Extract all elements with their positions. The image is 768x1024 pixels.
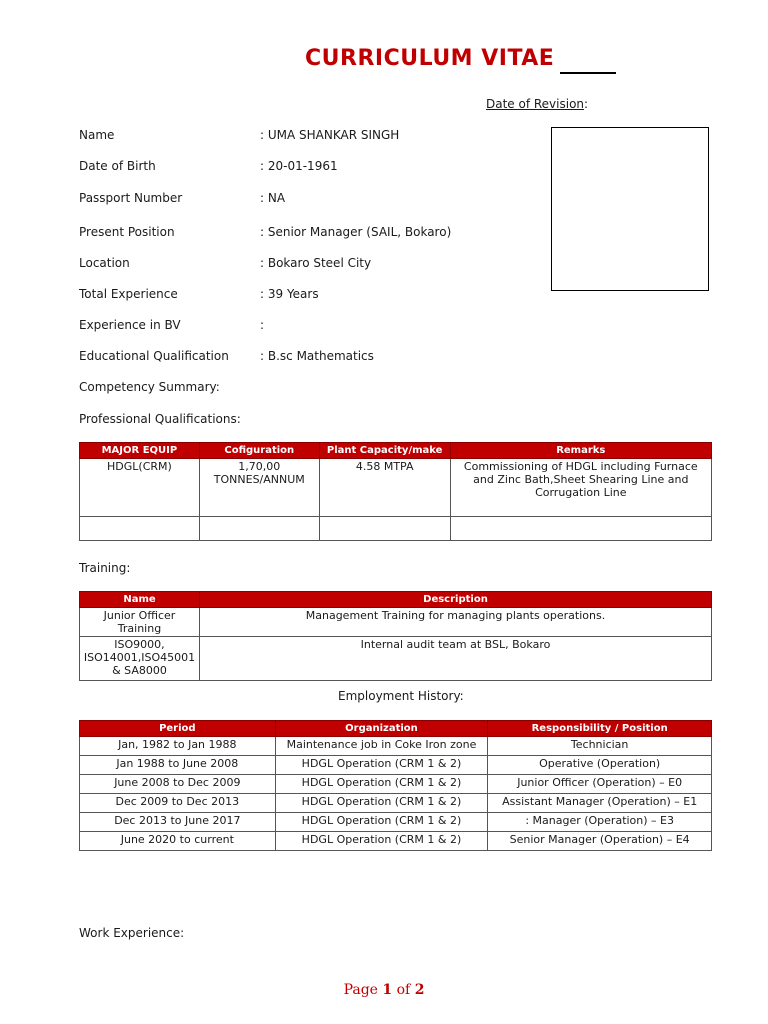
table-row bbox=[80, 813, 712, 832]
total-experience-value: : 39 Years bbox=[260, 287, 319, 301]
dob-label: Date of Birth bbox=[79, 159, 156, 173]
table-cell: Jan 1988 to June 2008 bbox=[80, 756, 276, 775]
total-pages: 2 bbox=[414, 982, 425, 998]
training-table bbox=[79, 591, 712, 681]
table-cell: Commissioning of HDGL including Furnace and Zinc Bath,Sheet Shearing Line and Corrugation Line bbox=[450, 459, 711, 517]
competency-label: Competency Summary: bbox=[79, 380, 220, 394]
table-cell: HDGL Operation (CRM 1 & 2) bbox=[275, 756, 488, 775]
table-cell bbox=[199, 517, 319, 541]
column-header: Name bbox=[80, 592, 200, 608]
table-cell: Junior Officer (Operation) – E0 bbox=[488, 775, 712, 794]
column-header: Organization bbox=[275, 721, 488, 737]
page-word: Page bbox=[343, 982, 378, 998]
name-label: Name bbox=[79, 128, 115, 142]
table-cell: Technician bbox=[488, 737, 712, 756]
date-of-revision-label: Date of Revision bbox=[486, 97, 585, 111]
education-label: Educational Qualification bbox=[79, 349, 229, 363]
table-cell: Junior Officer Training bbox=[80, 608, 200, 637]
equipment-table bbox=[79, 442, 712, 541]
table-header-row bbox=[80, 443, 712, 459]
date-of-revision-colon: : bbox=[584, 97, 589, 111]
column-header: Cofiguration bbox=[199, 443, 319, 459]
table-cell: Jan, 1982 to Jan 1988 bbox=[80, 737, 276, 756]
column-header: Plant Capacity/make bbox=[319, 443, 450, 459]
table-cell bbox=[319, 517, 450, 541]
table-cell: HDGL Operation (CRM 1 & 2) bbox=[275, 794, 488, 813]
table-cell: Dec 2013 to June 2017 bbox=[80, 813, 276, 832]
table-cell: HDGL(CRM) bbox=[80, 459, 200, 517]
table-cell: Assistant Manager (Operation) – E1 bbox=[488, 794, 712, 813]
current-page: 1 bbox=[382, 982, 393, 998]
name-value: : UMA SHANKAR SINGH bbox=[260, 128, 400, 142]
page-footer bbox=[0, 982, 768, 998]
table-row bbox=[80, 637, 712, 681]
employment-table bbox=[79, 720, 712, 851]
table-cell: Operative (Operation) bbox=[488, 756, 712, 775]
passport-label: Passport Number bbox=[79, 191, 183, 205]
experience-bv-value: : bbox=[260, 318, 265, 332]
table-row bbox=[80, 832, 712, 851]
date-of-revision bbox=[486, 97, 588, 111]
table-cell: HDGL Operation (CRM 1 & 2) bbox=[275, 775, 488, 794]
dob-value: : 20-01-1961 bbox=[260, 159, 338, 173]
table-cell: Maintenance job in Coke Iron zone bbox=[275, 737, 488, 756]
of-word: of bbox=[396, 982, 411, 998]
table-cell: HDGL Operation (CRM 1 & 2) bbox=[275, 813, 488, 832]
table-cell: Dec 2009 to Dec 2013 bbox=[80, 794, 276, 813]
table-row bbox=[80, 517, 712, 541]
training-label: Training: bbox=[79, 561, 131, 575]
table-cell: Internal audit team at BSL, Bokaro bbox=[199, 637, 711, 681]
table-cell: Management Training for managing plants operations. bbox=[199, 608, 711, 637]
column-header: Responsibility / Position bbox=[488, 721, 712, 737]
location-value: : Bokaro Steel City bbox=[260, 256, 372, 270]
photo-placeholder bbox=[551, 127, 709, 291]
work-experience-label: Work Experience: bbox=[79, 926, 185, 940]
table-header-row bbox=[80, 721, 712, 737]
location-label: Location bbox=[79, 256, 130, 270]
table-row bbox=[80, 459, 712, 517]
passport-value: : NA bbox=[260, 191, 286, 205]
education-value: : B.sc Mathematics bbox=[260, 349, 374, 363]
position-value: : Senior Manager (SAIL, Bokaro) bbox=[260, 225, 452, 239]
position-label: Present Position bbox=[79, 225, 175, 239]
column-header: Period bbox=[80, 721, 276, 737]
table-cell: 4.58 MTPA bbox=[319, 459, 450, 517]
table-row bbox=[80, 756, 712, 775]
table-row bbox=[80, 737, 712, 756]
experience-bv-label: Experience in BV bbox=[79, 318, 181, 332]
document-title: CURRICULUM VITAE bbox=[305, 46, 555, 71]
table-cell bbox=[80, 517, 200, 541]
table-row bbox=[80, 775, 712, 794]
table-cell: June 2020 to current bbox=[80, 832, 276, 851]
column-header: MAJOR EQUIP bbox=[80, 443, 200, 459]
table-cell: ISO9000, ISO14001,ISO45001 & SA8000 bbox=[80, 637, 200, 681]
table-cell: Senior Manager (Operation) – E4 bbox=[488, 832, 712, 851]
table-cell: June 2008 to Dec 2009 bbox=[80, 775, 276, 794]
table-cell: 1,70,00 TONNES/ANNUM bbox=[199, 459, 319, 517]
table-cell bbox=[450, 517, 711, 541]
table-header-row bbox=[80, 592, 712, 608]
employment-history-label: Employment History: bbox=[338, 689, 464, 703]
table-row bbox=[80, 608, 712, 637]
table-cell: : Manager (Operation) – E3 bbox=[488, 813, 712, 832]
professional-qualifications-label: Professional Qualifications: bbox=[79, 412, 241, 426]
total-experience-label: Total Experience bbox=[79, 287, 178, 301]
column-header: Description bbox=[199, 592, 711, 608]
table-cell: HDGL Operation (CRM 1 & 2) bbox=[275, 832, 488, 851]
title-underline bbox=[560, 72, 616, 74]
column-header: Remarks bbox=[450, 443, 711, 459]
table-row bbox=[80, 794, 712, 813]
